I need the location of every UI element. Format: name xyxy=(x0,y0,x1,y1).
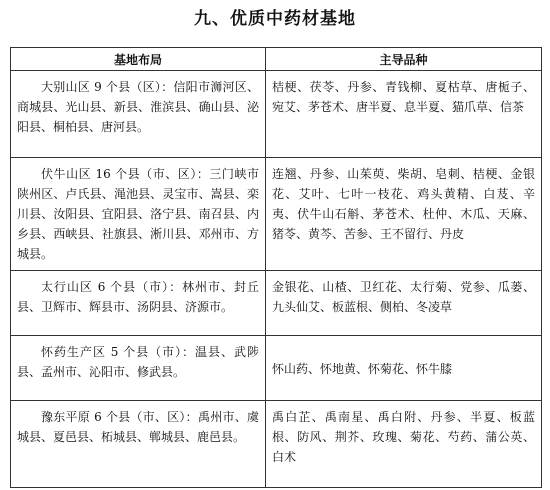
region-cell: 大别山区 9 个县（区）：信阳市浉河区、商城县、光山县、新县、淮滨县、确山县、泌阳县、桐柏县、唐河县。 xyxy=(11,71,266,158)
header-base-layout: 基地布局 xyxy=(11,48,266,71)
table-row xyxy=(11,158,542,271)
varieties-cell: 连翘、丹参、山茱萸、柴胡、皂刺、桔梗、金银花、艾叶、七叶一枝花、鸡头黄精、白芨、辛夷、伏牛山石斛、茅苍术、杜仲、木瓜、天麻、猪苓、黄芩、苦参、王不留行、丹皮 xyxy=(266,158,542,271)
region-cell: 伏牛山区 16 个县（市、区）：三门峡市陕州区、卢氏县、渑池县、灵宝市、嵩县、栾川县、汝阳县、宜阳县、洛宁县、南召县、内乡县、西峡县、社旗县、淅川县、邓州市、方城县。 xyxy=(11,158,266,271)
header-main-varieties: 主导品种 xyxy=(266,48,542,71)
table-row xyxy=(11,271,542,336)
table-row xyxy=(11,401,542,488)
table-row xyxy=(11,336,542,401)
region-cell: 豫东平原 6 个县（市、区）：禹州市、虞城县、夏邑县、柘城县、郸城县、鹿邑县。 xyxy=(11,401,266,488)
herb-base-table xyxy=(10,47,542,488)
region-cell: 太行山区 6 个县（市）：林州市、封丘县、卫辉市、辉县市、汤阴县、济源市。 xyxy=(11,271,266,336)
varieties-cell: 金银花、山楂、卫红花、太行菊、党参、瓜蒌、九头仙艾、板蓝根、侧柏、冬凌草 xyxy=(266,271,542,336)
table-header-row xyxy=(11,48,542,71)
region-cell: 怀药生产区 5 个县（市）：温县、武陟县、孟州市、沁阳市、修武县。 xyxy=(11,336,266,401)
table-row xyxy=(11,71,542,158)
varieties-cell: 禹白芷、禹南星、禹白附、丹参、半夏、板蓝根、防风、荆芥、玫瑰、菊花、芍药、蒲公英、白术 xyxy=(266,401,542,488)
varieties-cell: 怀山药、怀地黄、怀菊花、怀牛膝 xyxy=(266,336,542,401)
varieties-cell: 桔梗、茯苓、丹参、青钱柳、夏枯草、唐栀子、宛艾、茅苍术、唐半夏、息半夏、猫爪草、信茶 xyxy=(266,71,542,158)
section-title: 九、优质中药材基地 xyxy=(194,9,356,29)
